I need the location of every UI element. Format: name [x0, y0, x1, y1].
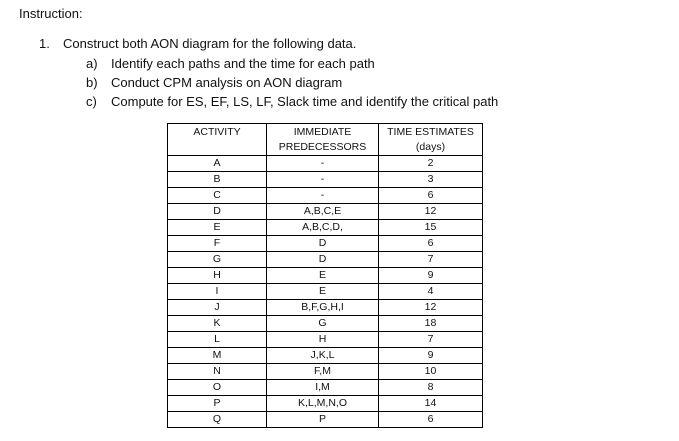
activity-cell: C: [168, 188, 267, 204]
activity-cell: B: [168, 172, 267, 188]
time-cell: 2: [379, 156, 483, 172]
activity-cell: D: [168, 204, 267, 220]
activity-cell: Q: [168, 412, 267, 428]
predecessors-header: [267, 124, 379, 156]
predecessors-cell: -: [267, 188, 379, 204]
activity-cell: J: [168, 300, 267, 316]
predecessors-cell: -: [267, 172, 379, 188]
activity-cell: H: [168, 268, 267, 284]
activity-table: [167, 123, 483, 428]
table-row: [168, 268, 483, 284]
time-cell: 6: [379, 236, 483, 252]
activity-cell: M: [168, 348, 267, 364]
question-text: Construct both AON diagram for the following data.: [63, 36, 357, 51]
predecessors-header-line2: PREDECESSORS: [278, 141, 367, 153]
activity-cell: N: [168, 364, 267, 380]
table-row: [168, 364, 483, 380]
activity-cell: F: [168, 236, 267, 252]
table-row: [168, 380, 483, 396]
time-cell: 12: [379, 204, 483, 220]
predecessors-cell: A,B,C,E: [267, 204, 379, 220]
subitem-text: Conduct CPM analysis on AON diagram: [111, 75, 343, 90]
time-cell: 9: [379, 348, 483, 364]
activity-cell: O: [168, 380, 267, 396]
time-cell: 4: [379, 284, 483, 300]
subitem-b: [86, 75, 342, 90]
predecessors-cell: D: [267, 236, 379, 252]
table-header-row: [168, 124, 483, 156]
predecessors-cell: E: [267, 268, 379, 284]
table-row: [168, 172, 483, 188]
time-cell: 6: [379, 188, 483, 204]
table-body: [168, 156, 483, 428]
table-row: [168, 188, 483, 204]
predecessors-cell: F,M: [267, 364, 379, 380]
time-cell: 14: [379, 396, 483, 412]
table-row: [168, 316, 483, 332]
predecessors-cell: E: [267, 284, 379, 300]
subitem-label: b): [86, 75, 98, 90]
subitem-c: [86, 94, 498, 109]
subitem-label: c): [86, 94, 97, 109]
time-cell: 7: [379, 332, 483, 348]
table-row: [168, 252, 483, 268]
time-cell: 6: [379, 412, 483, 428]
table-row: [168, 412, 483, 428]
time-cell: 9: [379, 268, 483, 284]
predecessors-header-line1: IMMEDIATE: [293, 126, 352, 138]
table-row: [168, 300, 483, 316]
activity-header-label: ACTIVITY: [193, 126, 241, 138]
activity-header: [168, 124, 267, 156]
predecessors-cell: P: [267, 412, 379, 428]
time-header-line2: (days): [415, 141, 446, 153]
instruction-heading: Instruction:: [19, 6, 83, 21]
table-row: [168, 284, 483, 300]
activity-cell: L: [168, 332, 267, 348]
predecessors-cell: I,M: [267, 380, 379, 396]
table-row: [168, 204, 483, 220]
activity-cell: E: [168, 220, 267, 236]
time-header: [379, 124, 483, 156]
time-cell: 7: [379, 252, 483, 268]
question-number: 1.: [39, 36, 50, 51]
table-row: [168, 156, 483, 172]
activity-cell: A: [168, 156, 267, 172]
table-row: [168, 220, 483, 236]
table-row: [168, 236, 483, 252]
time-cell: 3: [379, 172, 483, 188]
time-cell: 10: [379, 364, 483, 380]
activity-cell: K: [168, 316, 267, 332]
activity-cell: P: [168, 396, 267, 412]
predecessors-cell: B,F,G,H,I: [267, 300, 379, 316]
predecessors-cell: K,L,M,N,O: [267, 396, 379, 412]
subitem-a: [86, 56, 375, 71]
subitem-text: Compute for ES, EF, LS, LF, Slack time and identify the critical path: [111, 94, 499, 109]
time-header-line1: TIME ESTIMATES: [387, 126, 474, 138]
predecessors-cell: H: [267, 332, 379, 348]
table-row: [168, 348, 483, 364]
time-cell: 18: [379, 316, 483, 332]
predecessors-cell: D: [267, 252, 379, 268]
table-row: [168, 396, 483, 412]
time-cell: 12: [379, 300, 483, 316]
table-row: [168, 332, 483, 348]
predecessors-cell: -: [267, 156, 379, 172]
activity-cell: I: [168, 284, 267, 300]
activity-cell: G: [168, 252, 267, 268]
predecessors-cell: A,B,C,D,: [267, 220, 379, 236]
subitem-label: a): [86, 56, 98, 71]
predecessors-cell: G: [267, 316, 379, 332]
time-cell: 15: [379, 220, 483, 236]
time-cell: 8: [379, 380, 483, 396]
subitem-text: Identify each paths and the time for each path: [111, 56, 375, 71]
question-1: [39, 36, 356, 51]
predecessors-cell: J,K,L: [267, 348, 379, 364]
